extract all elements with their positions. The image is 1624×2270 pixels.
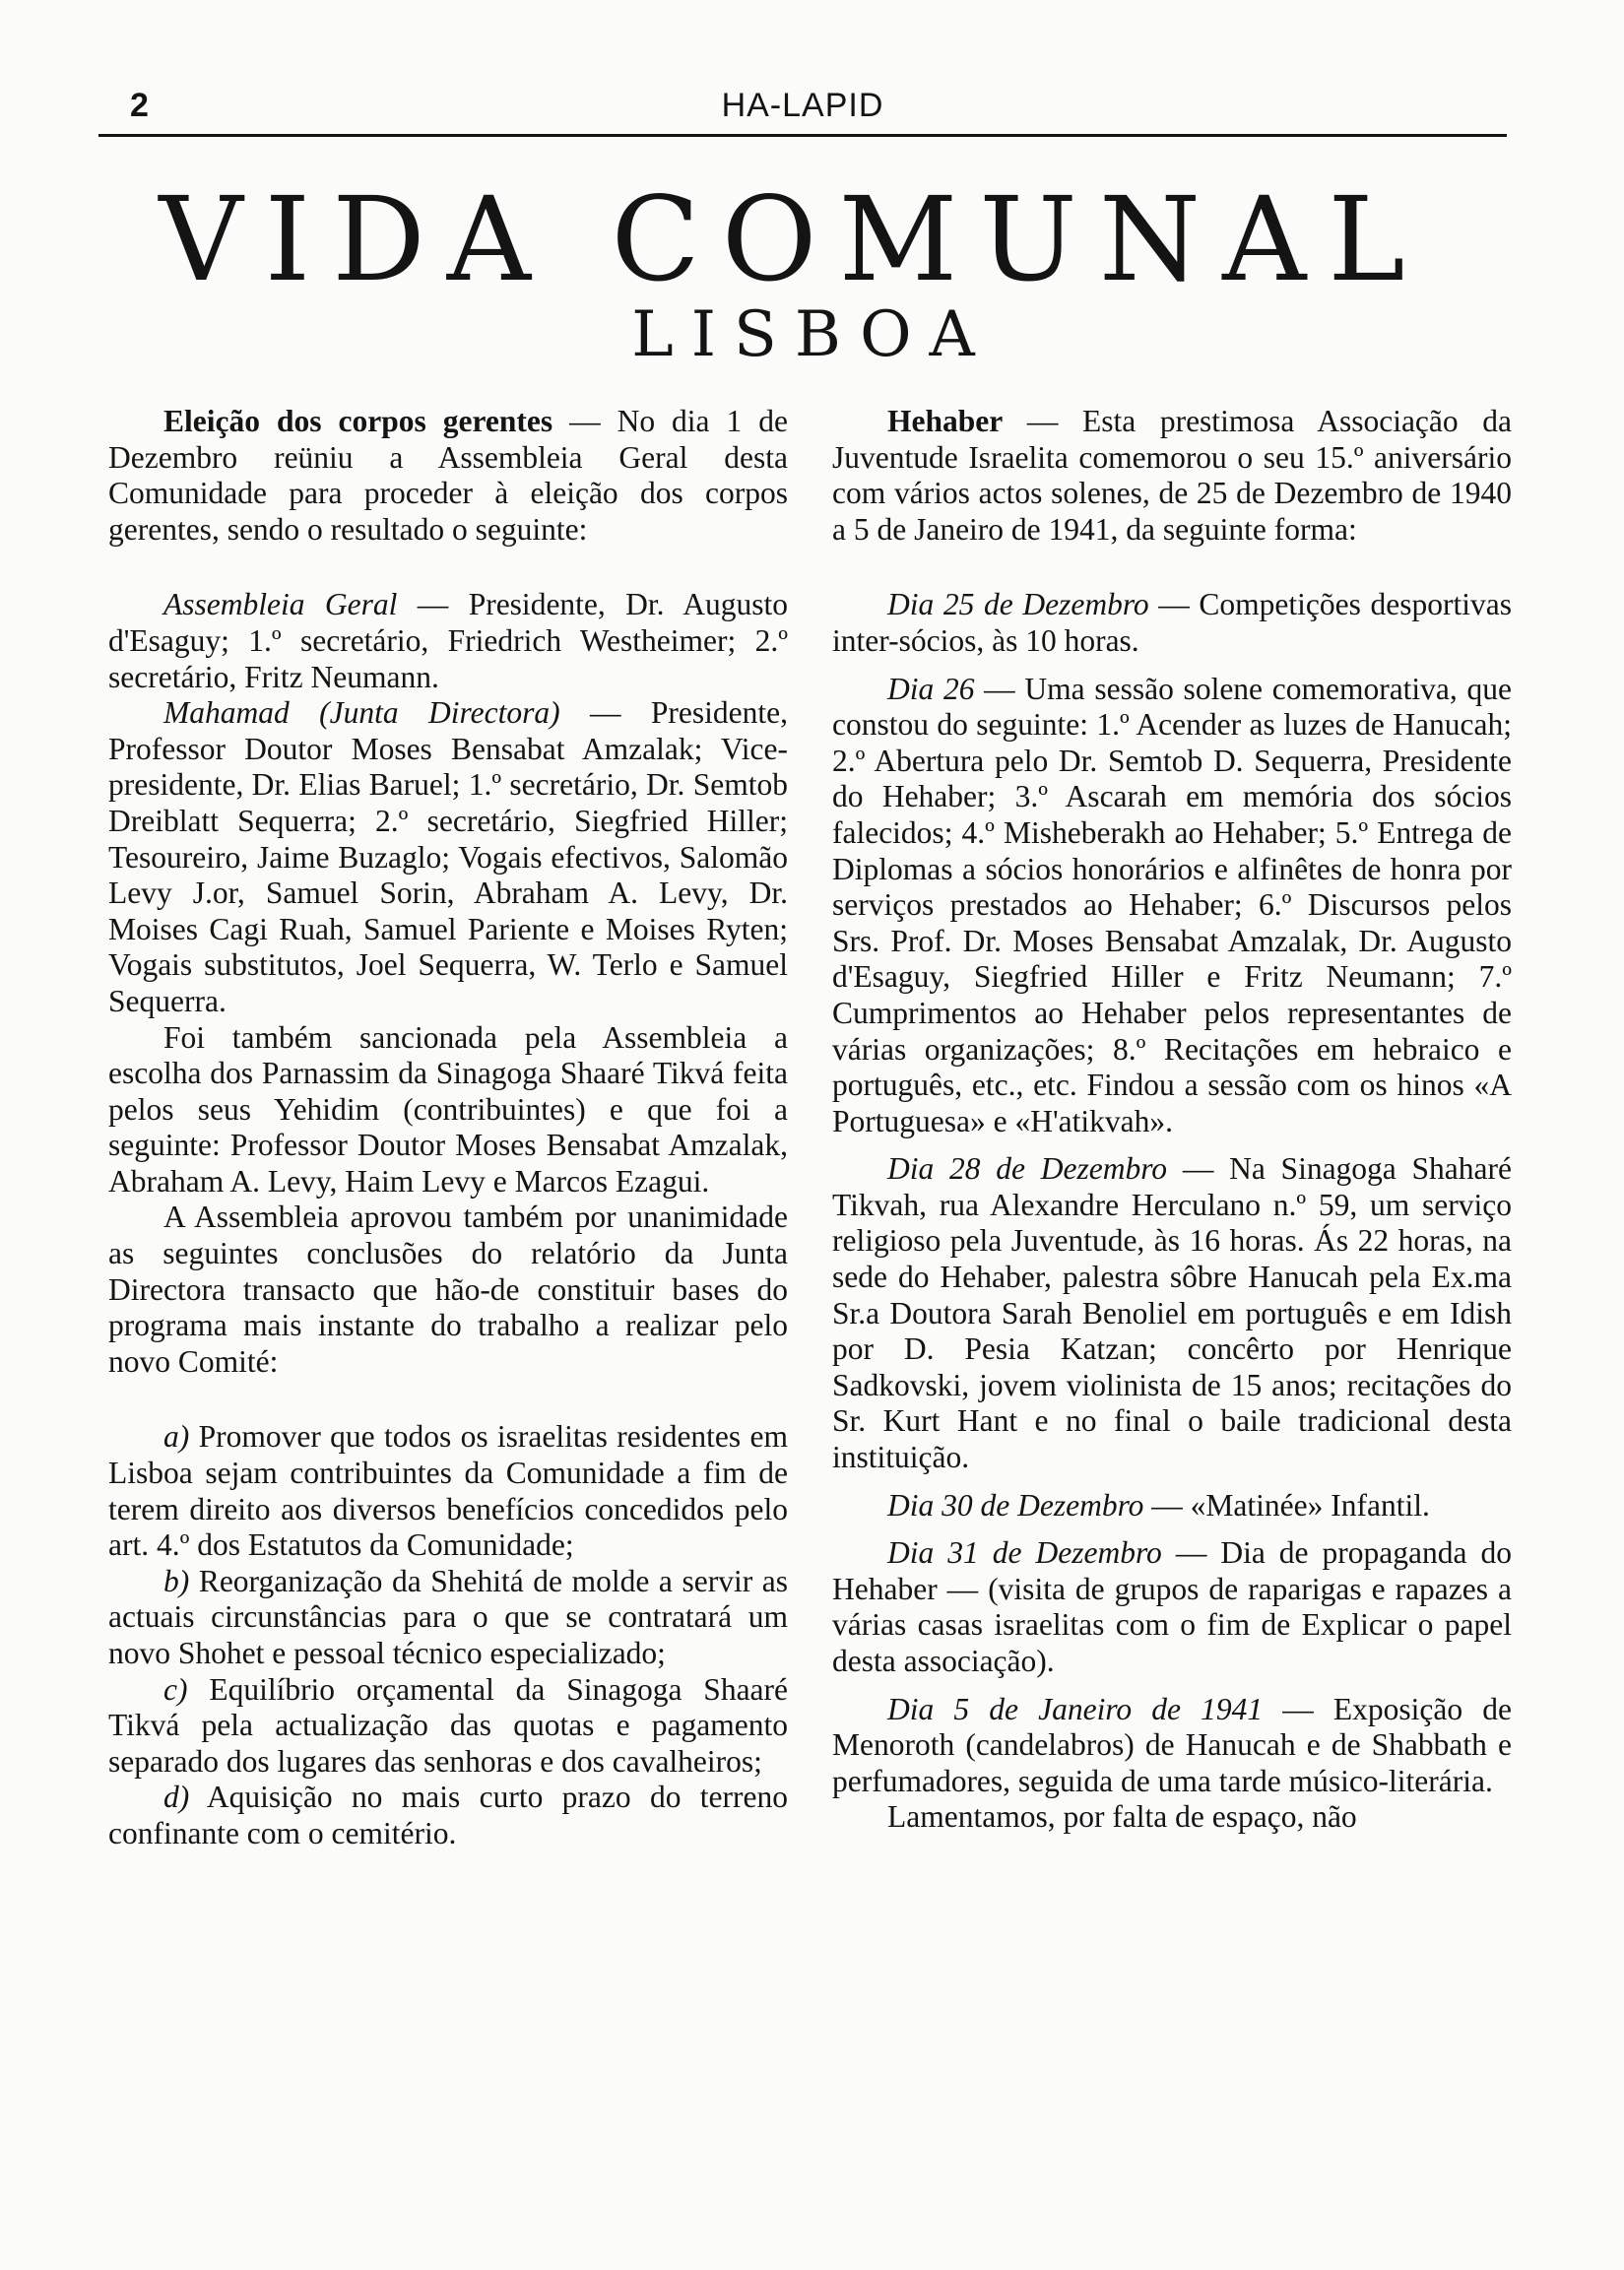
item-text: Reorganização da Shehitá de molde a servir as actuais circunstâncias para o que se contratará um novo Shohet e pessoal técnico especializado; bbox=[108, 1563, 788, 1670]
paragraph-lead: Dia 5 de Janeiro de 1941 bbox=[887, 1691, 1264, 1726]
paragraph-text: — Uma sessão solene comemorativa, que constou do seguinte: 1.º Acender as luzes de Hanucah; 2.º Abertura pelo Dr. Semtob D. Sequerra, Presidente do Hehaber; 3.º Ascarah em memória dos sócios falecidos; 4.º Misheberakh ao Hehaber; 5.º Entrega de Diplomas a sócios honorários e alfinêtes de honra por serviços prestados ao Hehaber; 6.º Discursos pelos Srs. Prof. Dr. Moses Bensabat Amzalak, Dr. Augusto d'Esaguy, Siegfried Hiller e Fritz Neumann; 7.º Cumprimentos ao Hehaber pelos representantes de várias organizações; 8.º Recitações em hebraico e português, etc., etc. Findou a sessão com os hinos «A Portuguesa» e «H'atikvah». bbox=[832, 671, 1512, 1138]
paragraph-parnassim: Foi também sancionada pela Assembleia a escolha dos Parnassim da Sinagoga Shaaré Tikvá feita pelos seus Yehidim (contribuintes) e que foi a seguinte: Professor Doutor Moses Bensabat Amzalak, Abraham A. Levy, Haim Levy e Marcos Ezagui. bbox=[108, 1019, 788, 1199]
paragraph-lead: Mahamad (Junta Directora) bbox=[163, 695, 560, 731]
paragraph-lead: Hehaber bbox=[887, 404, 1004, 438]
section-title: VIDA COMUNAL bbox=[159, 171, 1427, 307]
paragraph-dia-30 bbox=[832, 1488, 1512, 1524]
paragraph-text: — Esta prestimosa Associação da Juventude Israelita comemorou o seu 15.º aniversário com vários actos solenes, de 25 de Dezembro de 1940 a 5 de Janeiro de 1941, da seguinte forma: bbox=[832, 404, 1512, 547]
item-label: d) bbox=[163, 1780, 190, 1815]
item-text: Promover que todos os israelitas residentes em Lisboa sejam contribuintes da Comunidade a fim de terem direito aos diversos benefícios concedidos pelo art. 4.º dos Estatutos da Comunidade; bbox=[108, 1419, 788, 1563]
paragraph-lead: Assembleia Geral bbox=[163, 587, 398, 622]
paragraph-text: — Exposição de Menoroth (candelabros) de Hanucah e de Shabbath e perfumadores, seguida de uma tarde músico-literária. bbox=[832, 1691, 1512, 1798]
paragraph-dia-26 bbox=[832, 672, 1512, 1140]
paragraph-lead: Dia 30 de Dezembro bbox=[887, 1487, 1144, 1523]
page-header bbox=[98, 87, 1507, 137]
paragraph-lead: Eleição dos corpos gerentes bbox=[163, 404, 553, 438]
page-number: 2 bbox=[130, 87, 149, 124]
paragraph-lead: Dia 25 de Dezembro bbox=[887, 587, 1149, 622]
paragraph-dia-25 bbox=[832, 587, 1512, 659]
paragraph-elections bbox=[108, 404, 788, 548]
paragraph-dia-5-janeiro bbox=[832, 1692, 1512, 1800]
right-column bbox=[832, 404, 1512, 1836]
paragraph-hehaber bbox=[832, 404, 1512, 548]
paragraph-lead: Dia 28 de Dezembro bbox=[887, 1151, 1168, 1187]
paragraph-dia-28 bbox=[832, 1151, 1512, 1475]
list-item-d bbox=[108, 1780, 788, 1851]
paragraph-text: — Na Sinagoga Shaharé Tikvah, rua Alexandre Herculano n.º 59, um serviço religioso pela Juventude, às 16 horas. Ás 22 horas, na sede do Hehaber, palestra sôbre Hanucah pela Ex.ma Sr.a Doutora Sarah Benoliel em português e em Idish por D. Pesia Katzan; concêrto por Henrique Sadkovski, jovem violinista de 15 anos; recitações do Sr. Kurt Hant e no final o baile tradicional desta instituição. bbox=[832, 1151, 1512, 1475]
list-item-b bbox=[108, 1564, 788, 1672]
item-text: Equilíbrio orçamental da Sinagoga Shaaré Tikvá pela actualização das quotas e pagamento separado dos lugares das senhoras e dos cavalheiros; bbox=[108, 1671, 788, 1779]
list-item-a bbox=[108, 1419, 788, 1563]
item-label: c) bbox=[163, 1671, 188, 1707]
paragraph-text: — «Matinée» Infantil. bbox=[1143, 1487, 1430, 1523]
left-column bbox=[108, 404, 788, 1852]
item-label: b) bbox=[163, 1563, 190, 1598]
paragraph-assembly bbox=[108, 587, 788, 695]
paragraph-lead: Dia 31 de Dezembro bbox=[887, 1535, 1162, 1571]
paragraph-dia-31 bbox=[832, 1535, 1512, 1679]
paragraph-conclusions: A Assembleia aprovou também por unanimidade as seguintes conclusões do relatório da Junta Directora transacto que hão-de constituir bases do programa mais instante do trabalho a realizar pelo novo Comité: bbox=[108, 1200, 788, 1379]
item-text: Aquisição no mais curto prazo do terreno confinante com o cemitério. bbox=[108, 1780, 788, 1850]
paragraph-text: — Presidente, Professor Doutor Moses Bensabat Amzalak; Vice-presidente, Dr. Elias Baruel; 1.º secretário, Dr. Semtob Dreiblatt Sequerra; 2.º secretário, Siegfried Hiller; Tesoureiro, Jaime Buzaglo; Vogais efectivos, Salomão Levy J.or, Samuel Sorin, Abraham A. Levy, Dr. Moises Cagi Ruah, Samuel Pariente e Moises Ryten; Vogais substitutos, Joel Sequerra, W. Terlo e Samuel Sequerra. bbox=[108, 695, 789, 1018]
paragraph-text: — Presidente, Dr. Augusto d'Esaguy; 1.º secretário, Friedrich Westheimer; 2.º secretário, Fritz Neumann. bbox=[108, 587, 788, 694]
running-title: HA-LAPID bbox=[721, 87, 884, 124]
paragraph-lead: Dia 26 bbox=[887, 671, 975, 706]
paragraph-text: — Competições desportivas inter-sócios, às 10 horas. bbox=[832, 587, 1512, 658]
paragraph-text: — Dia de propaganda do Hehaber — (visita de grupos de raparigas e rapazes a várias casas israelitas com o fim de Explicar o papel desta associação). bbox=[832, 1535, 1512, 1678]
list-item-c bbox=[108, 1672, 788, 1781]
paragraph-text: — No dia 1 de Dezembro reüniu a Assembleia Geral desta Comunidade para proceder à eleição dos corpos gerentes, sendo o resultado o seguinte: bbox=[108, 404, 788, 547]
item-label: a) bbox=[163, 1419, 190, 1455]
paragraph-mahamad bbox=[108, 695, 788, 1019]
paragraph-lamentamos: Lamentamos, por falta de espaço, não bbox=[887, 1799, 1357, 1835]
city-title: LISBOA bbox=[631, 298, 993, 371]
